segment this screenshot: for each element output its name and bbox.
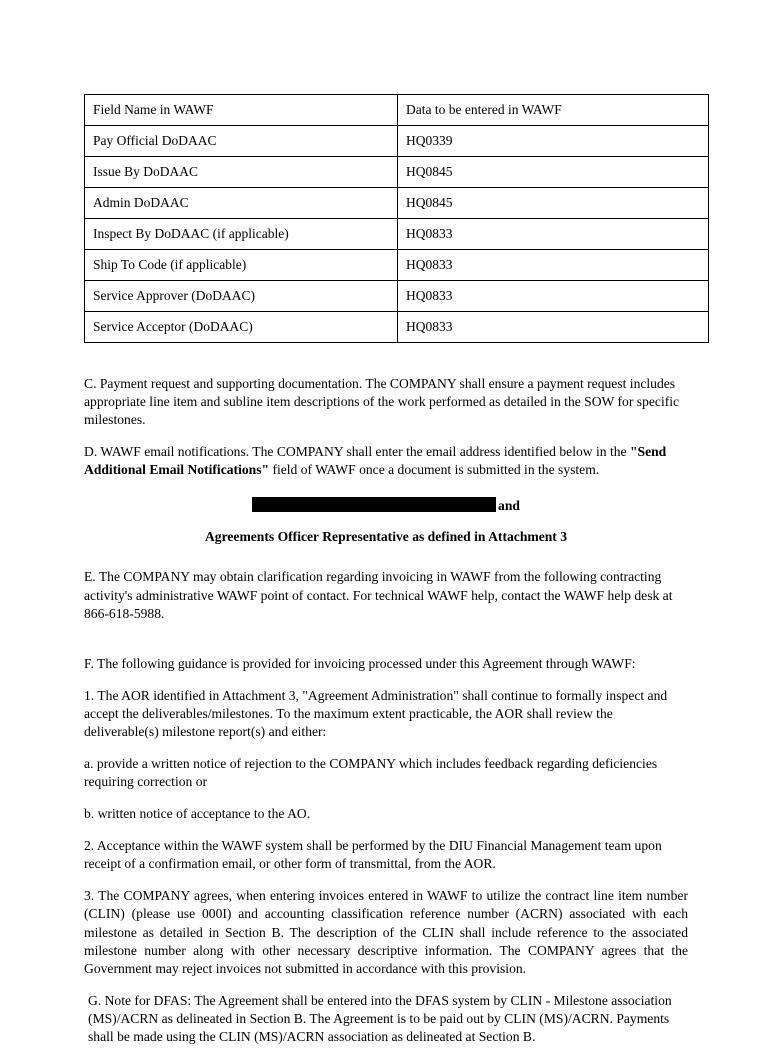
paragraph-f2-wawf-acceptance: 2. Acceptance within the WAWF system shall be performed by the DIU Financial Management team upon receipt of a confirmation email, or other form of transmittal, from the AOR.: [84, 838, 662, 872]
table-row: [85, 188, 709, 219]
table-cell-value: HQ0339: [398, 126, 709, 157]
table-cell-field: Pay Official DoDAAC: [85, 126, 398, 157]
paragraph-f1a-rejection-notice: a. provide a written notice of rejection to the COMPANY which includes feedback regarding deficiencies requiring correction or: [84, 756, 658, 790]
paragraph-d-email-notifications: [84, 443, 688, 479]
redaction-bar: [252, 497, 496, 512]
table-cell-value: HQ0845: [398, 188, 709, 219]
paragraph-f-guidance: F. The following guidance is provided for invoicing processed under this Agreement through WAWF:: [84, 655, 636, 671]
paragraph-d-bold-phrase: "Send Additional Email Notifications": [84, 444, 667, 478]
redacted-and-label: and: [498, 498, 520, 514]
aor-definition-line: Agreements Officer Representative as defined in Attachment 3: [204, 529, 568, 545]
paragraph-c-payment-request: C. Payment request and supporting documentation. The COMPANY shall ensure a payment request includes appropriate line item and subline item descriptions of the work performed as detailed in the SOW for specific milestones.: [84, 376, 680, 428]
table-cell-field: Admin DoDAAC: [85, 188, 398, 219]
table-header-field-name: Field Name in WAWF: [85, 95, 398, 126]
wawf-fields-table: [84, 94, 709, 343]
paragraph-g-dfas-note: G. Note for DFAS: The Agreement shall be entered into the DFAS system by CLIN - Milestone association (MS)/ACRN as delineated in Section B. The Agreement is to be paid out by CLIN (MS)/ACRN. Payments shall be made using the CLIN (MS)/ACRN association as delineated at Section B.: [88, 992, 672, 1044]
table-row: [85, 281, 709, 312]
table-cell-value: HQ0833: [398, 219, 709, 250]
paragraph-d-text-2: field of WAWF once a document is submitted in the system.: [269, 462, 600, 478]
paragraph-f3-clin-acrn: 3. The COMPANY agrees, when entering invoices entered in WAWF to utilize the contract line item number (CLIN) (please use 000I) and accounting classification reference number (ACRN) associated with each milestone as detailed in Section B. The description of the CLIN shall include reference to the associated milestone number along with other necessary descriptive information. The COMPANY agrees that the Government may reject invoices not submitted in accordance with this provision.: [84, 888, 688, 976]
paragraph-e-clarification: E. The COMPANY may obtain clarification regarding invoicing in WAWF from the following contracting activity's administrative WAWF point of contact. For technical WAWF help, contact the WAWF help desk at 866-618-5988.: [84, 569, 673, 621]
table-header-row: [85, 95, 709, 126]
paragraph-d-text-1: D. WAWF email notifications. The COMPANY shall enter the email address identified below in the: [84, 444, 630, 460]
paragraph-f1b-acceptance-notice: b. written notice of acceptance to the AO.: [84, 806, 311, 822]
table-cell-value: HQ0833: [398, 250, 709, 281]
table-cell-field: Issue By DoDAAC: [85, 157, 398, 188]
table-cell-field: Service Approver (DoDAAC): [85, 281, 398, 312]
paragraph-f1-aor-inspection: 1. The AOR identified in Attachment 3, "Agreement Administration" shall continue to formally inspect and accept the deliverables/milestones. To the maximum extent practicable, the AOR shall review the deliverable(s) milestone report(s) and either:: [84, 687, 668, 739]
redacted-email-line: [84, 497, 688, 514]
spacer: [84, 637, 688, 655]
document-content: [84, 94, 688, 1060]
table-cell-value: HQ0833: [398, 281, 709, 312]
table-cell-field: Service Acceptor (DoDAAC): [85, 312, 398, 343]
table-cell-value: HQ0845: [398, 157, 709, 188]
table-row: [85, 312, 709, 343]
table-cell-field: Ship To Code (if applicable): [85, 250, 398, 281]
table-header-data-value: Data to be entered in WAWF: [398, 95, 709, 126]
table-cell-field: Inspect By DoDAAC (if applicable): [85, 219, 398, 250]
table-row: [85, 126, 709, 157]
table-row: [85, 157, 709, 188]
table-cell-value: HQ0833: [398, 312, 709, 343]
table-row: [85, 250, 709, 281]
table-row: [85, 219, 709, 250]
